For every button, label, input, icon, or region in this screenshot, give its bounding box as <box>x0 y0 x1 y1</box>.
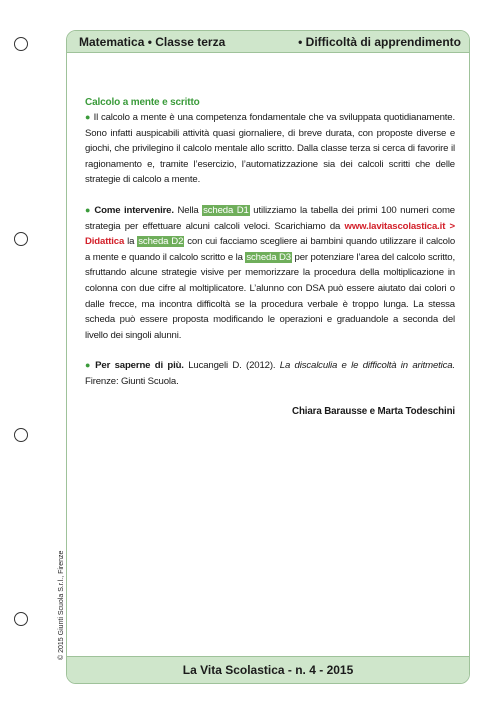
paragraph-references <box>85 358 455 389</box>
text-run: Nella <box>173 204 203 216</box>
text-run: la <box>124 236 138 248</box>
authors: Chiara Barausse e Marta Todeschini <box>292 405 455 417</box>
scheda-d1-highlight: scheda D1 <box>203 204 249 216</box>
paragraph-how-to <box>85 203 455 343</box>
text-run: Lucangeli D. (2012). <box>183 360 280 372</box>
scheda-d2-highlight: scheda D2 <box>138 236 184 248</box>
section-title: Calcolo a mente e scritto <box>85 97 200 108</box>
bullet-icon: ● <box>85 112 91 122</box>
binder-hole-4 <box>14 612 28 626</box>
references-lead: Per saperne di più. <box>95 360 184 372</box>
text-run: utilizziamo la tabella dei primi 100 numeri come strategia per effettuare alcuni calcoli veloci. Scarichiamo da <box>85 204 455 232</box>
article-content <box>85 95 455 419</box>
book-title: La discalculia e le difficoltà in aritmetica. <box>279 360 455 372</box>
footer-publication: La Vita Scolastica - n. 4 - 2015 <box>182 663 354 677</box>
copyright-notice: © 2015 Giunti Scuola S.r.l., Firenze <box>58 550 65 660</box>
text-run: Firenze: Giunti Scuola. <box>85 375 179 387</box>
binder-hole-2 <box>14 232 28 246</box>
paragraph-intro <box>85 110 455 188</box>
text-run: con cui facciamo scegliere ai bambini quando utilizzare il calcolo a mente e quando il calcolo scritto e la <box>85 236 455 263</box>
paragraph-intro-text: Il calcolo a mente è una competenza fondamentale che va sviluppata quotidianamente. Sono infatti auspicabili attività quasi giornaliere, di breve durata, con proposte diverse e giochi, che privilegino il calcolo mentale allo scritto. Dalla classe terza si cerca di favorire il ragionamento e, tramite l’esercizio, l’automatizzazione sia dei calcoli scritti che delle strategie di calcolo a mente. <box>85 112 455 186</box>
text-run: per potenziare l’area del calcolo scritto, sfruttando alcune strategie visive per memorizzare la procedura della moltiplicazione in colonna con due cifre al moltiplicatore. L’alunno con DSA può essere aiutato dai colori o dalle frecce, ma incontra difficoltà se la procedura verbale è troppo lunga. La stessa scheda può essere proposta modificando le operazioni e graduandole a seconda del livello dei singoli alunni. <box>85 251 456 341</box>
website-link[interactable]: www.lavitascolastica.it > Didattica <box>85 220 455 248</box>
binder-hole-3 <box>14 428 28 442</box>
bullet-icon: ● <box>85 204 92 215</box>
scheda-d3-highlight: scheda D3 <box>246 251 291 263</box>
how-to-lead: Come intervenire. <box>94 204 174 216</box>
page-footer <box>67 656 469 683</box>
page-frame <box>66 30 470 684</box>
header-subject: Matematica • Classe terza <box>79 34 226 49</box>
page-header <box>67 31 469 53</box>
bullet-icon: ● <box>85 360 93 371</box>
binder-hole-1 <box>14 37 28 51</box>
header-topic: • Difficoltà di apprendimento <box>298 34 461 49</box>
